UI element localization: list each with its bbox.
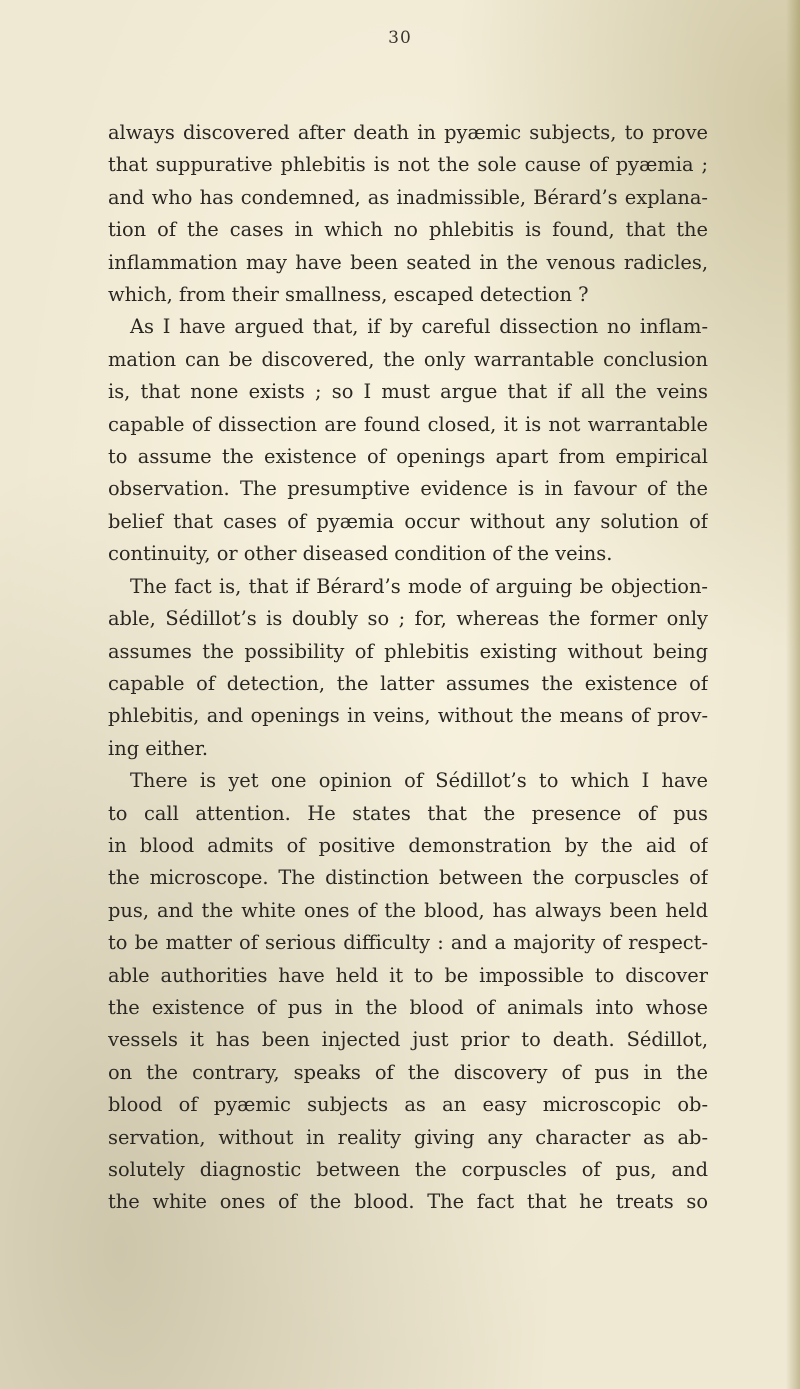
text-line: tion of the cases in which no phlebitis is found, that the (108, 218, 708, 242)
text-line: servation, without in reality giving any character as ab- (108, 1125, 708, 1149)
page-edge-shadow (786, 0, 800, 1389)
text-line: the existence of pus in the blood of animals into whose (108, 995, 708, 1019)
text-line: The fact is, that if Bérard’s mode of arguing be objection- (130, 574, 708, 598)
page-number: 30 (388, 28, 412, 48)
text-line: vessels it has been injected just prior to death. Sédillot, (108, 1028, 708, 1052)
text-line: able authorities have held it to be impossible to discover (108, 963, 708, 987)
text-line: capable of dissection are found closed, it is not warrantable (108, 412, 708, 436)
text-line: always discovered after death in pyæmic subjects, to prove (108, 121, 708, 144)
body-text (108, 117, 708, 1219)
text-line: assumes the possibility of phlebitis existing without being (108, 639, 708, 663)
text-line: blood of pyæmic subjects as an easy microscopic ob- (108, 1093, 708, 1117)
text-line: belief that cases of pyæmia occur without any solution of (108, 509, 708, 533)
text-line: There is yet one opinion of Sédillot’s to which I have (130, 769, 708, 793)
text-line: in blood admits of positive demonstration by the aid of (108, 833, 708, 857)
text-line: which, from their smallness, escaped detection ? (108, 283, 589, 307)
text-line: mation can be discovered, the only warrantable conclusion (108, 347, 708, 371)
text-line: is, that none exists ; so I must argue that if all the veins (108, 380, 708, 404)
text-line: to assume the existence of openings apart from empirical (108, 445, 708, 469)
text-line: inflammation may have been seated in the venous radicles, (108, 250, 708, 274)
text-line: to be matter of serious difficulty : and a majority of respect- (108, 931, 708, 955)
text-line: capable of detection, the latter assumes the existence of (108, 671, 708, 695)
text-line: able, Sédillot’s is doubly so ; for, whereas the former only (108, 607, 708, 631)
text-line: observation. The presumptive evidence is in favour of the (108, 477, 708, 501)
text-line: solutely diagnostic between the corpuscles of pus, and (108, 1158, 708, 1181)
text-line: on the contrary, speaks of the discovery of pus in the (108, 1060, 708, 1084)
text-line: continuity, or other diseased condition of the veins. (108, 542, 613, 566)
text-line: the white ones of the blood. The fact that he treats so (108, 1190, 708, 1214)
text-line: and who has condemned, as inadmissible, Bérard’s explana- (108, 185, 708, 209)
text-line: phlebitis, and openings in veins, without the means of prov- (108, 704, 708, 728)
text-line: As I have argued that, if by careful dissection no inflam- (130, 315, 708, 339)
text-line: pus, and the white ones of the blood, has always been held (108, 898, 708, 922)
text-line: to call attention. He states that the presence of pus (108, 801, 708, 825)
text-line: that suppurative phlebitis is not the sole cause of pyæmia ; (108, 153, 708, 177)
text-line: ing either. (108, 736, 209, 760)
text-line: the microscope. The distinction between the corpuscles of (108, 866, 708, 890)
